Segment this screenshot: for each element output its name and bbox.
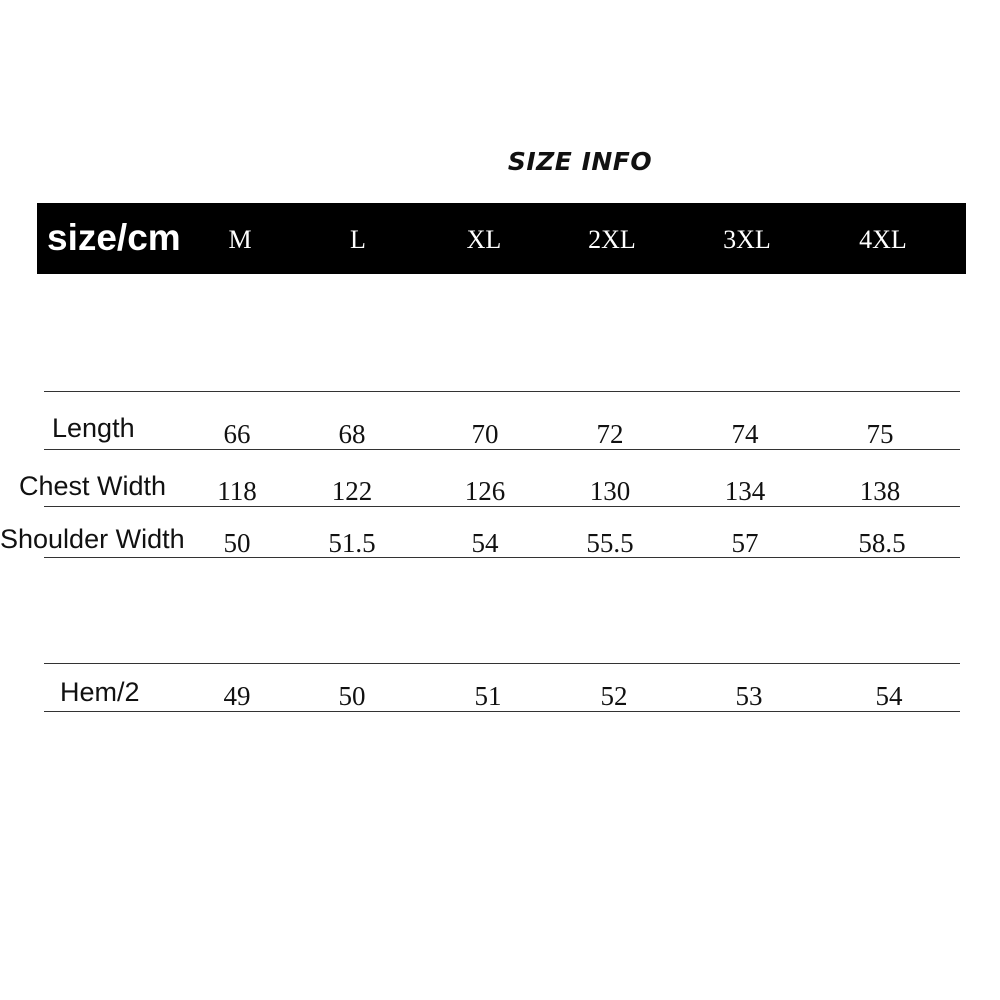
row-label-shoulder-width: Shoulder Width xyxy=(0,524,185,554)
size-header-xl: XL xyxy=(466,225,502,254)
size-header-m: M xyxy=(228,225,252,254)
size-header-4xl: 4XL xyxy=(859,225,907,254)
chest-width-m: 118 xyxy=(217,476,257,506)
shoulder-width-l: 51.5 xyxy=(328,528,376,558)
length-3xl: 74 xyxy=(731,419,759,449)
table-rule xyxy=(44,663,960,664)
row-label-length: Length xyxy=(52,413,135,443)
unit-label: size/cm xyxy=(47,217,181,258)
table-rule-top xyxy=(44,391,960,392)
length-4xl: 75 xyxy=(866,419,894,449)
shoulder-width-4xl: 58.5 xyxy=(858,528,906,558)
length-xl: 70 xyxy=(471,419,499,449)
chest-width-4xl: 138 xyxy=(859,476,901,506)
length-l: 68 xyxy=(338,419,366,449)
hem-m: 49 xyxy=(223,681,251,711)
hem-xl: 51 xyxy=(474,681,502,711)
hem-3xl: 53 xyxy=(735,681,763,711)
chest-width-3xl: 134 xyxy=(724,476,766,506)
table-rule xyxy=(44,506,960,507)
table-rule xyxy=(44,557,960,558)
row-label-hem: Hem/2 xyxy=(60,677,140,707)
shoulder-width-3xl: 57 xyxy=(731,528,759,558)
table-rule xyxy=(44,449,960,450)
length-2xl: 72 xyxy=(596,419,624,449)
size-header-l: L xyxy=(350,225,366,254)
chest-width-l: 122 xyxy=(331,476,373,506)
shoulder-width-2xl: 55.5 xyxy=(586,528,634,558)
chest-width-2xl: 130 xyxy=(589,476,631,506)
hem-4xl: 54 xyxy=(875,681,903,711)
length-m: 66 xyxy=(223,419,251,449)
hem-2xl: 52 xyxy=(600,681,628,711)
size-header-3xl: 3XL xyxy=(723,225,771,254)
size-header-bar xyxy=(37,203,966,274)
chest-width-xl: 126 xyxy=(464,476,506,506)
size-header-2xl: 2XL xyxy=(588,225,636,254)
size-info-title: SIZE INFO xyxy=(507,147,653,176)
shoulder-width-m: 50 xyxy=(223,528,251,558)
table-rule-bottom xyxy=(44,711,960,712)
row-label-chest-width: Chest Width xyxy=(19,471,167,501)
hem-l: 50 xyxy=(338,681,366,711)
shoulder-width-xl: 54 xyxy=(471,528,499,558)
